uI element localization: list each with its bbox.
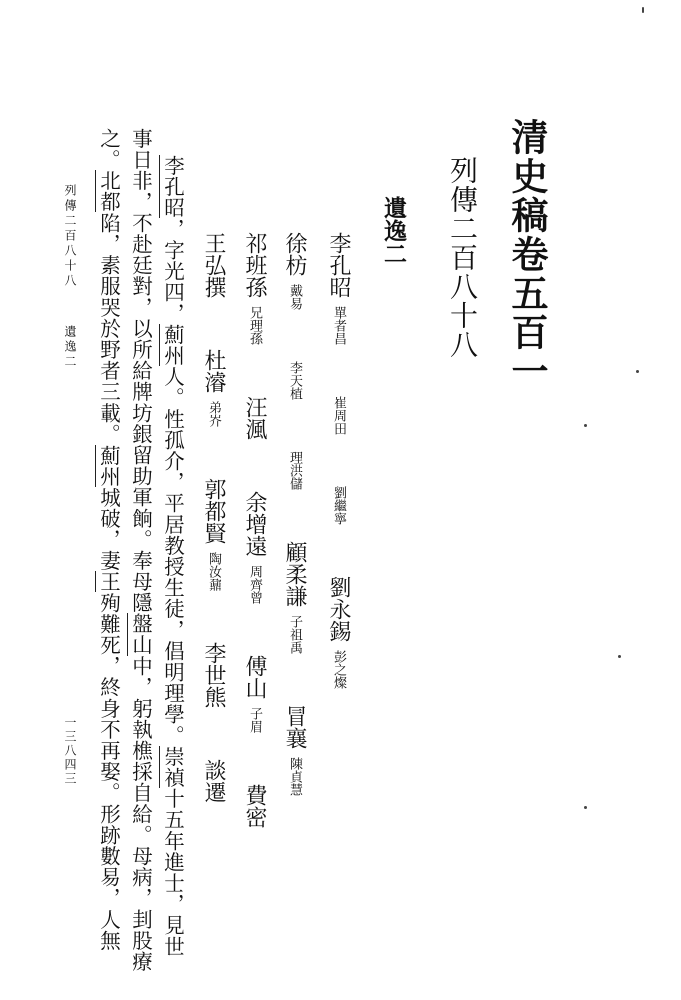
- roster-entry: [283, 232, 305, 310]
- roster-column-2: [283, 232, 305, 796]
- attached-person-name: 陳貞慧: [287, 757, 302, 796]
- biography-section-title: 列傳二百八十八: [446, 156, 479, 359]
- roster-entry: [243, 396, 265, 440]
- roster-entry: [327, 396, 349, 435]
- attached-person-name: 子祖禹: [287, 615, 302, 654]
- attached-person-name: 兄理孫: [247, 306, 262, 345]
- scan-speck: [636, 370, 639, 373]
- proper-noun: 薊州: [96, 444, 121, 487]
- person-name: 祁班孫: [242, 232, 267, 298]
- page-number: 一三八四三: [63, 716, 77, 786]
- roster-entry: [202, 349, 224, 427]
- person-name: 顧柔謙: [282, 541, 307, 607]
- attached-person-name: 子眉: [247, 707, 262, 733]
- proper-noun: 盤山: [128, 613, 153, 656]
- roster-entry: [243, 232, 265, 345]
- roster-entry: [202, 642, 224, 708]
- text-run: 事日非，不赴廷對，以所給牌坊銀留助軍餉。奉母隱: [128, 128, 153, 614]
- roster-column-4: [202, 232, 224, 803]
- proper-noun: 薊州: [160, 323, 185, 367]
- person-name: 郭都賢: [201, 478, 226, 544]
- attached-person-name: 戴易: [287, 284, 302, 310]
- roster-entry: [327, 576, 349, 689]
- roster-entry: [283, 541, 305, 654]
- proper-noun: 北都: [96, 170, 121, 213]
- person-name: 余增遠: [242, 491, 267, 557]
- proper-noun: 王: [96, 571, 121, 593]
- person-name: 冒襄: [282, 705, 307, 749]
- roster-entry: [283, 361, 305, 400]
- person-name: 劉永錫: [326, 576, 351, 642]
- person-name: 王弘撰: [201, 232, 226, 298]
- scan-speck: [584, 424, 587, 427]
- chapter-title: 遺逸二: [380, 196, 407, 265]
- attached-person-name: 彭之燦: [331, 650, 346, 689]
- text-run: 中，躬執樵採自給。母病，刲股療: [128, 655, 153, 973]
- roster-entry: [327, 232, 349, 345]
- roster-column-3: [243, 232, 265, 828]
- person-name: 李世熊: [201, 642, 226, 708]
- scan-speck: [642, 7, 644, 13]
- roster-column-1: [327, 232, 349, 689]
- proper-noun: 崇禎: [160, 745, 185, 789]
- scan-speck: [618, 655, 621, 658]
- person-name: 傅山: [242, 655, 267, 699]
- running-header-section: 列傳二百八十八: [63, 184, 77, 289]
- roster-entry: [202, 478, 224, 591]
- roster-entry: [243, 491, 265, 604]
- body-line-3: [98, 128, 119, 951]
- person-name: 杜濬: [201, 349, 226, 393]
- person-name: 徐枋: [282, 232, 307, 276]
- text-run: 殉難死，終身不再娶。形跡數易，人無: [96, 592, 121, 951]
- text-run: 陷，素服哭於野者三載。: [96, 212, 121, 445]
- attached-person-name: 劉繼寧: [331, 486, 346, 525]
- roster-entry: [202, 759, 224, 803]
- text-run: ，字光四，: [160, 218, 185, 324]
- person-name: 談遷: [201, 759, 226, 803]
- attached-person-name: 理洪儲: [287, 451, 302, 490]
- running-header: [64, 184, 76, 370]
- attached-person-name: 李天植: [287, 361, 302, 400]
- text-run: 十五年進士，見世: [160, 788, 185, 957]
- attached-person-name: 陶汝鼐: [206, 552, 221, 591]
- proper-noun: 李孔昭: [160, 155, 185, 219]
- person-name: 李孔昭: [326, 232, 351, 298]
- person-name: 費密: [242, 784, 267, 828]
- attached-person-name: 周齊曾: [247, 565, 262, 604]
- roster-entry: [243, 655, 265, 733]
- text-run: 之。: [96, 128, 121, 171]
- body-line-1: [162, 155, 183, 957]
- attached-person-name: 弟岕: [206, 401, 221, 427]
- person-name: 汪渢: [242, 396, 267, 440]
- roster-entry: [243, 784, 265, 828]
- attached-person-name: 單者昌: [331, 306, 346, 345]
- scan-speck: [584, 806, 587, 809]
- text-run: 城破，妻: [96, 486, 121, 572]
- roster-entry: [202, 232, 224, 298]
- roster-entry: [327, 486, 349, 525]
- roster-entry: [283, 451, 305, 490]
- running-header-chapter: 遺逸二: [63, 325, 77, 370]
- text-run: 人。性孤介，平居教授生徒，倡明理學。: [160, 366, 185, 746]
- attached-person-name: 崔周田: [331, 396, 346, 435]
- body-line-2: [130, 128, 151, 972]
- roster-entry: [283, 705, 305, 796]
- book-title: 清史稿卷五百一: [505, 118, 549, 391]
